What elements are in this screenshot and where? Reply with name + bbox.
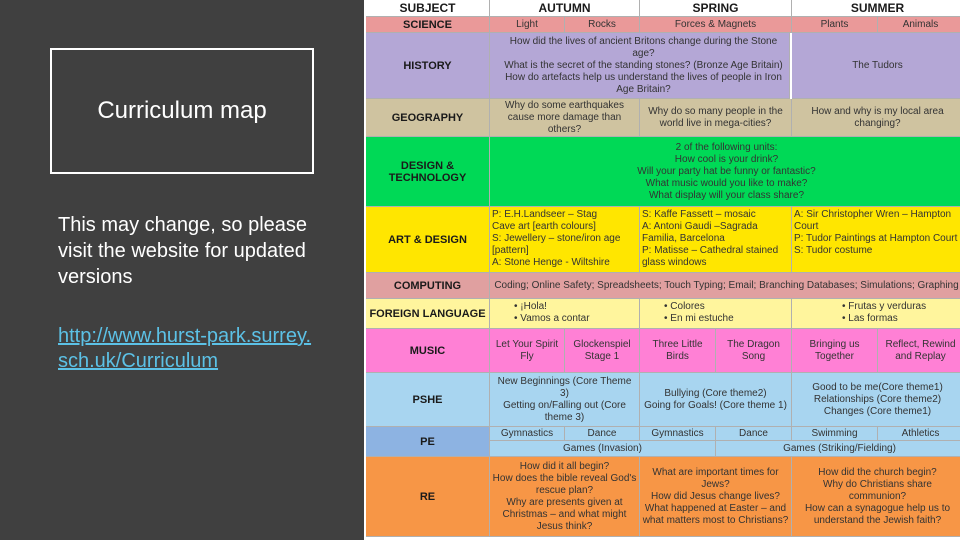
subject-design-technology: DESIGN & TECHNOLOGY bbox=[366, 137, 490, 207]
curriculum-map-table bbox=[364, 0, 960, 540]
geography-autumn: Why do some earthquakes cause more damage than others? bbox=[490, 99, 640, 137]
history-summer: The Tudors bbox=[792, 33, 960, 99]
header-subject: SUBJECT bbox=[366, 0, 490, 17]
subject-music: MUSIC bbox=[366, 329, 490, 373]
music-autumn-1: Let Your Spirit Fly bbox=[490, 329, 565, 373]
computing-all-terms: Coding; Online Safety; Spreadsheets; Touch Typing; Email; Branching Databases; Simulations; Graphing bbox=[490, 273, 960, 299]
pe-summer-1: Swimming bbox=[792, 427, 878, 441]
subject-history: HISTORY bbox=[366, 33, 490, 99]
re-spring: What are important times for Jews? How did Jesus change lives? What happened at Easter – and what matters most to Christians? bbox=[640, 457, 792, 537]
subject-foreign-language: FOREIGN LANGUAGE bbox=[366, 299, 490, 329]
subject-geography: GEOGRAPHY bbox=[366, 99, 490, 137]
header-autumn: AUTUMN bbox=[490, 0, 640, 17]
pe-summer-2: Athletics bbox=[878, 427, 960, 441]
music-spring-2: The Dragon Song bbox=[716, 329, 792, 373]
music-autumn-2: Glockenspiel Stage 1 bbox=[565, 329, 640, 373]
music-summer-1: Bringing us Together bbox=[792, 329, 878, 373]
science-summer-1: Plants bbox=[792, 17, 878, 33]
subject-re: RE bbox=[366, 457, 490, 537]
pe-autumn-2: Dance bbox=[565, 427, 640, 441]
history-autumn-spring: How did the lives of ancient Britons change during the Stone age? What is the secret of the standing stones? (Bronze Age Britain) How do artefacts help us understand the lives of people in Iron Age Britain? bbox=[490, 33, 790, 99]
pe-games-invasion: Games (Invasion) bbox=[490, 441, 716, 457]
pe-spring-1: Gymnastics bbox=[640, 427, 716, 441]
curriculum-link[interactable]: http://www.hurst-park.surrey.sch.uk/Curriculum bbox=[58, 325, 312, 372]
science-summer-2: Animals bbox=[878, 17, 960, 33]
science-autumn-2: Rocks bbox=[565, 17, 640, 33]
pe-spring-2: Dance bbox=[716, 427, 792, 441]
slide-title: Curriculum map bbox=[97, 97, 267, 124]
art-autumn: P: E.H.Landseer – Stag Cave art [earth colours] S: Jewellery – stone/iron age [pattern] A: Stone Henge - Wiltshire bbox=[490, 207, 640, 273]
re-autumn: How did it all begin? How does the bible reveal God's rescue plan? Why are presents given at Christmas – and what might Jesus think? bbox=[490, 457, 640, 537]
subject-science: SCIENCE bbox=[366, 17, 490, 33]
title-box bbox=[50, 48, 314, 174]
pshe-spring: Bullying (Core theme2) Going for Goals! (Core theme 1) bbox=[640, 373, 792, 427]
pshe-summer: Good to be me(Core theme1) Relationships (Core theme2) Changes (Core theme1) bbox=[792, 373, 960, 427]
header-summer: SUMMER bbox=[792, 0, 960, 17]
art-summer: A: Sir Christopher Wren – Hampton Court P: Tudor Paintings at Hampton Court S: Tudor costume bbox=[792, 207, 960, 273]
geography-spring: Why do so many people in the world live in mega-cities? bbox=[640, 99, 792, 137]
pe-games-striking: Games (Striking/Fielding) bbox=[716, 441, 960, 457]
subject-art-design: ART & DESIGN bbox=[366, 207, 490, 273]
slide-text-panel bbox=[0, 0, 364, 540]
pe-autumn-1: Gymnastics bbox=[490, 427, 565, 441]
mfl-spring: • Colores • En mi estuche bbox=[640, 299, 792, 329]
subject-computing: COMPUTING bbox=[366, 273, 490, 299]
art-spring: S: Kaffe Fassett – mosaic A: Antoni Gaudi –Sagrada Familia, Barcelona P: Matisse – Cathedral stained glass windows bbox=[640, 207, 792, 273]
mfl-summer: • Frutas y verduras • Las formas bbox=[792, 299, 960, 329]
update-note: This may change, so please visit the website for updated versions bbox=[58, 214, 308, 288]
header-spring: SPRING bbox=[640, 0, 792, 17]
dt-all-terms: 2 of the following units: How cool is your drink? Will your party hat be funny or fantastic? What music would you like to make? What display will your class share? bbox=[490, 137, 960, 207]
pshe-autumn: New Beginnings (Core Theme 3) Getting on/Falling out (Core theme 3) bbox=[490, 373, 640, 427]
science-spring: Forces & Magnets bbox=[640, 17, 792, 33]
subject-pe: PE bbox=[366, 427, 490, 457]
music-summer-2: Reflect, Rewind and Replay bbox=[878, 329, 960, 373]
science-autumn-1: Light bbox=[490, 17, 565, 33]
geography-summer: How and why is my local area changing? bbox=[792, 99, 960, 137]
re-summer: How did the church begin? Why do Christians share communion? How can a synagogue help us to understand the Jewish faith? bbox=[792, 457, 960, 537]
music-spring-1: Three Little Birds bbox=[640, 329, 716, 373]
mfl-autumn: • ¡Hola! • Vamos a contar bbox=[490, 299, 640, 329]
subject-pshe: PSHE bbox=[366, 373, 490, 427]
